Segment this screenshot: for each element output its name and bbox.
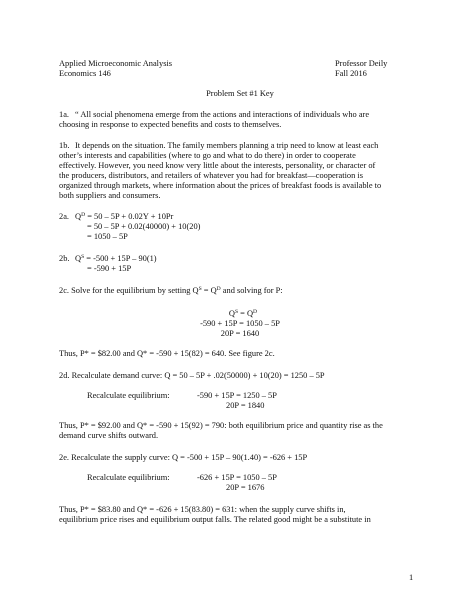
question-2d-result-line-2: demand curve shifts outward. xyxy=(59,431,159,440)
page-number: 1 xyxy=(409,573,414,582)
question-1b-line-6: both suppliers and consumers. xyxy=(59,191,161,200)
question-2e-equation: -626 + 15P = 1050 – 5P xyxy=(197,473,277,482)
equilibrium-condition: $Q^S = Q^D$ xyxy=(228,309,258,318)
question-1a-line-1: “ All social phenomena emerge from the actions and interactions of individuals who are xyxy=(75,110,370,119)
question-1a-line-2: choosing in response to expected benefits and costs to themselves. xyxy=(59,120,282,129)
term: Fall 2016 xyxy=(335,69,367,78)
question-2e-result-line-1: Thus, P* = $83.80 and Q* = -626 + 15(83.80) = 631: when the supply curve shifts in, xyxy=(59,505,346,514)
question-2c-result: Thus, P* = $82.00 and Q* = -590 + 15(82) = 640. See figure 2c. xyxy=(59,349,275,358)
demand-equation-step-3: = 1050 – 5P xyxy=(87,232,128,241)
equilibrium-equation: -590 + 15P = 1050 – 5P xyxy=(200,319,280,328)
document-title: Problem Set #1 Key xyxy=(206,89,274,98)
equilibrium-solution: 20P = 1640 xyxy=(220,329,260,338)
demand-equation: $Q^D = 50 - 5P + 0.02Y + 10Pr$ xyxy=(75,212,174,221)
question-1b-line-5: organized through markets, where information about the prices of breakfast foods is available to xyxy=(59,181,382,190)
question-1b-line-2: other’s interests and capabilities (where to go and what to do there) in order to cooperate xyxy=(59,151,356,160)
question-2e-recalc-label: Recalculate equilibrium: xyxy=(87,473,170,482)
question-2a-label: 2a. xyxy=(59,212,69,221)
question-1b-line-3: effectively. However, you need know very little about the interests, personality, or character of xyxy=(59,161,376,170)
course-title: Applied Microeconomic Analysis xyxy=(59,59,173,68)
question-2b-label: 2b. xyxy=(59,254,70,263)
question-2d-solution: 20P = 1840 xyxy=(226,401,265,410)
demand-equation-step-2: = 50 – 5P + 0.02(40000) + 10(20) xyxy=(87,222,201,231)
question-2e-solution: 20P = 1676 xyxy=(226,483,265,492)
question-2d-result-line-1: Thus, P* = $92.00 and Q* = -590 + 15(92) = 790: both equilibrium price and quantity rise as the xyxy=(59,421,383,430)
question-2e-result-line-2: equilibrium price rises and equilibrium output falls. The related good might be a substitute in xyxy=(59,515,371,524)
question-2d-intro: 2d. Recalculate demand curve: Q = 50 – 5P + .02(50000) + 10(20) = 1250 – 5P xyxy=(59,371,325,380)
question-2d-recalc-label: Recalculate equilibrium: xyxy=(87,391,170,400)
question-1b-line-4: the producers, distributors, and retailers of whatever you had for breakfast—cooperation is xyxy=(59,171,363,180)
question-2d-equation: -590 + 15P = 1250 – 5P xyxy=(197,391,277,400)
question-1a-label: 1a. xyxy=(59,110,69,119)
question-1b-line-1: It depends on the situation. The family members planning a trip need to know at least each xyxy=(75,141,379,150)
professor-name: Professor Deily xyxy=(335,59,388,68)
question-1b-label: 1b. xyxy=(59,141,70,150)
supply-equation: $Q^S = -500 + 15P - 90(1)$ xyxy=(75,254,157,263)
question-2e-intro: 2e. Recalculate the supply curve: Q = -500 + 15P – 90(1.40) = -626 + 15P xyxy=(59,453,308,462)
supply-equation-step-2: = -590 + 15P xyxy=(87,264,132,273)
question-2c-intro: 2c. Solve for the equilibrium by setting $Q^S = Q^D$ and solving for P: xyxy=(59,286,283,295)
course-number: Economics 146 xyxy=(59,69,111,78)
